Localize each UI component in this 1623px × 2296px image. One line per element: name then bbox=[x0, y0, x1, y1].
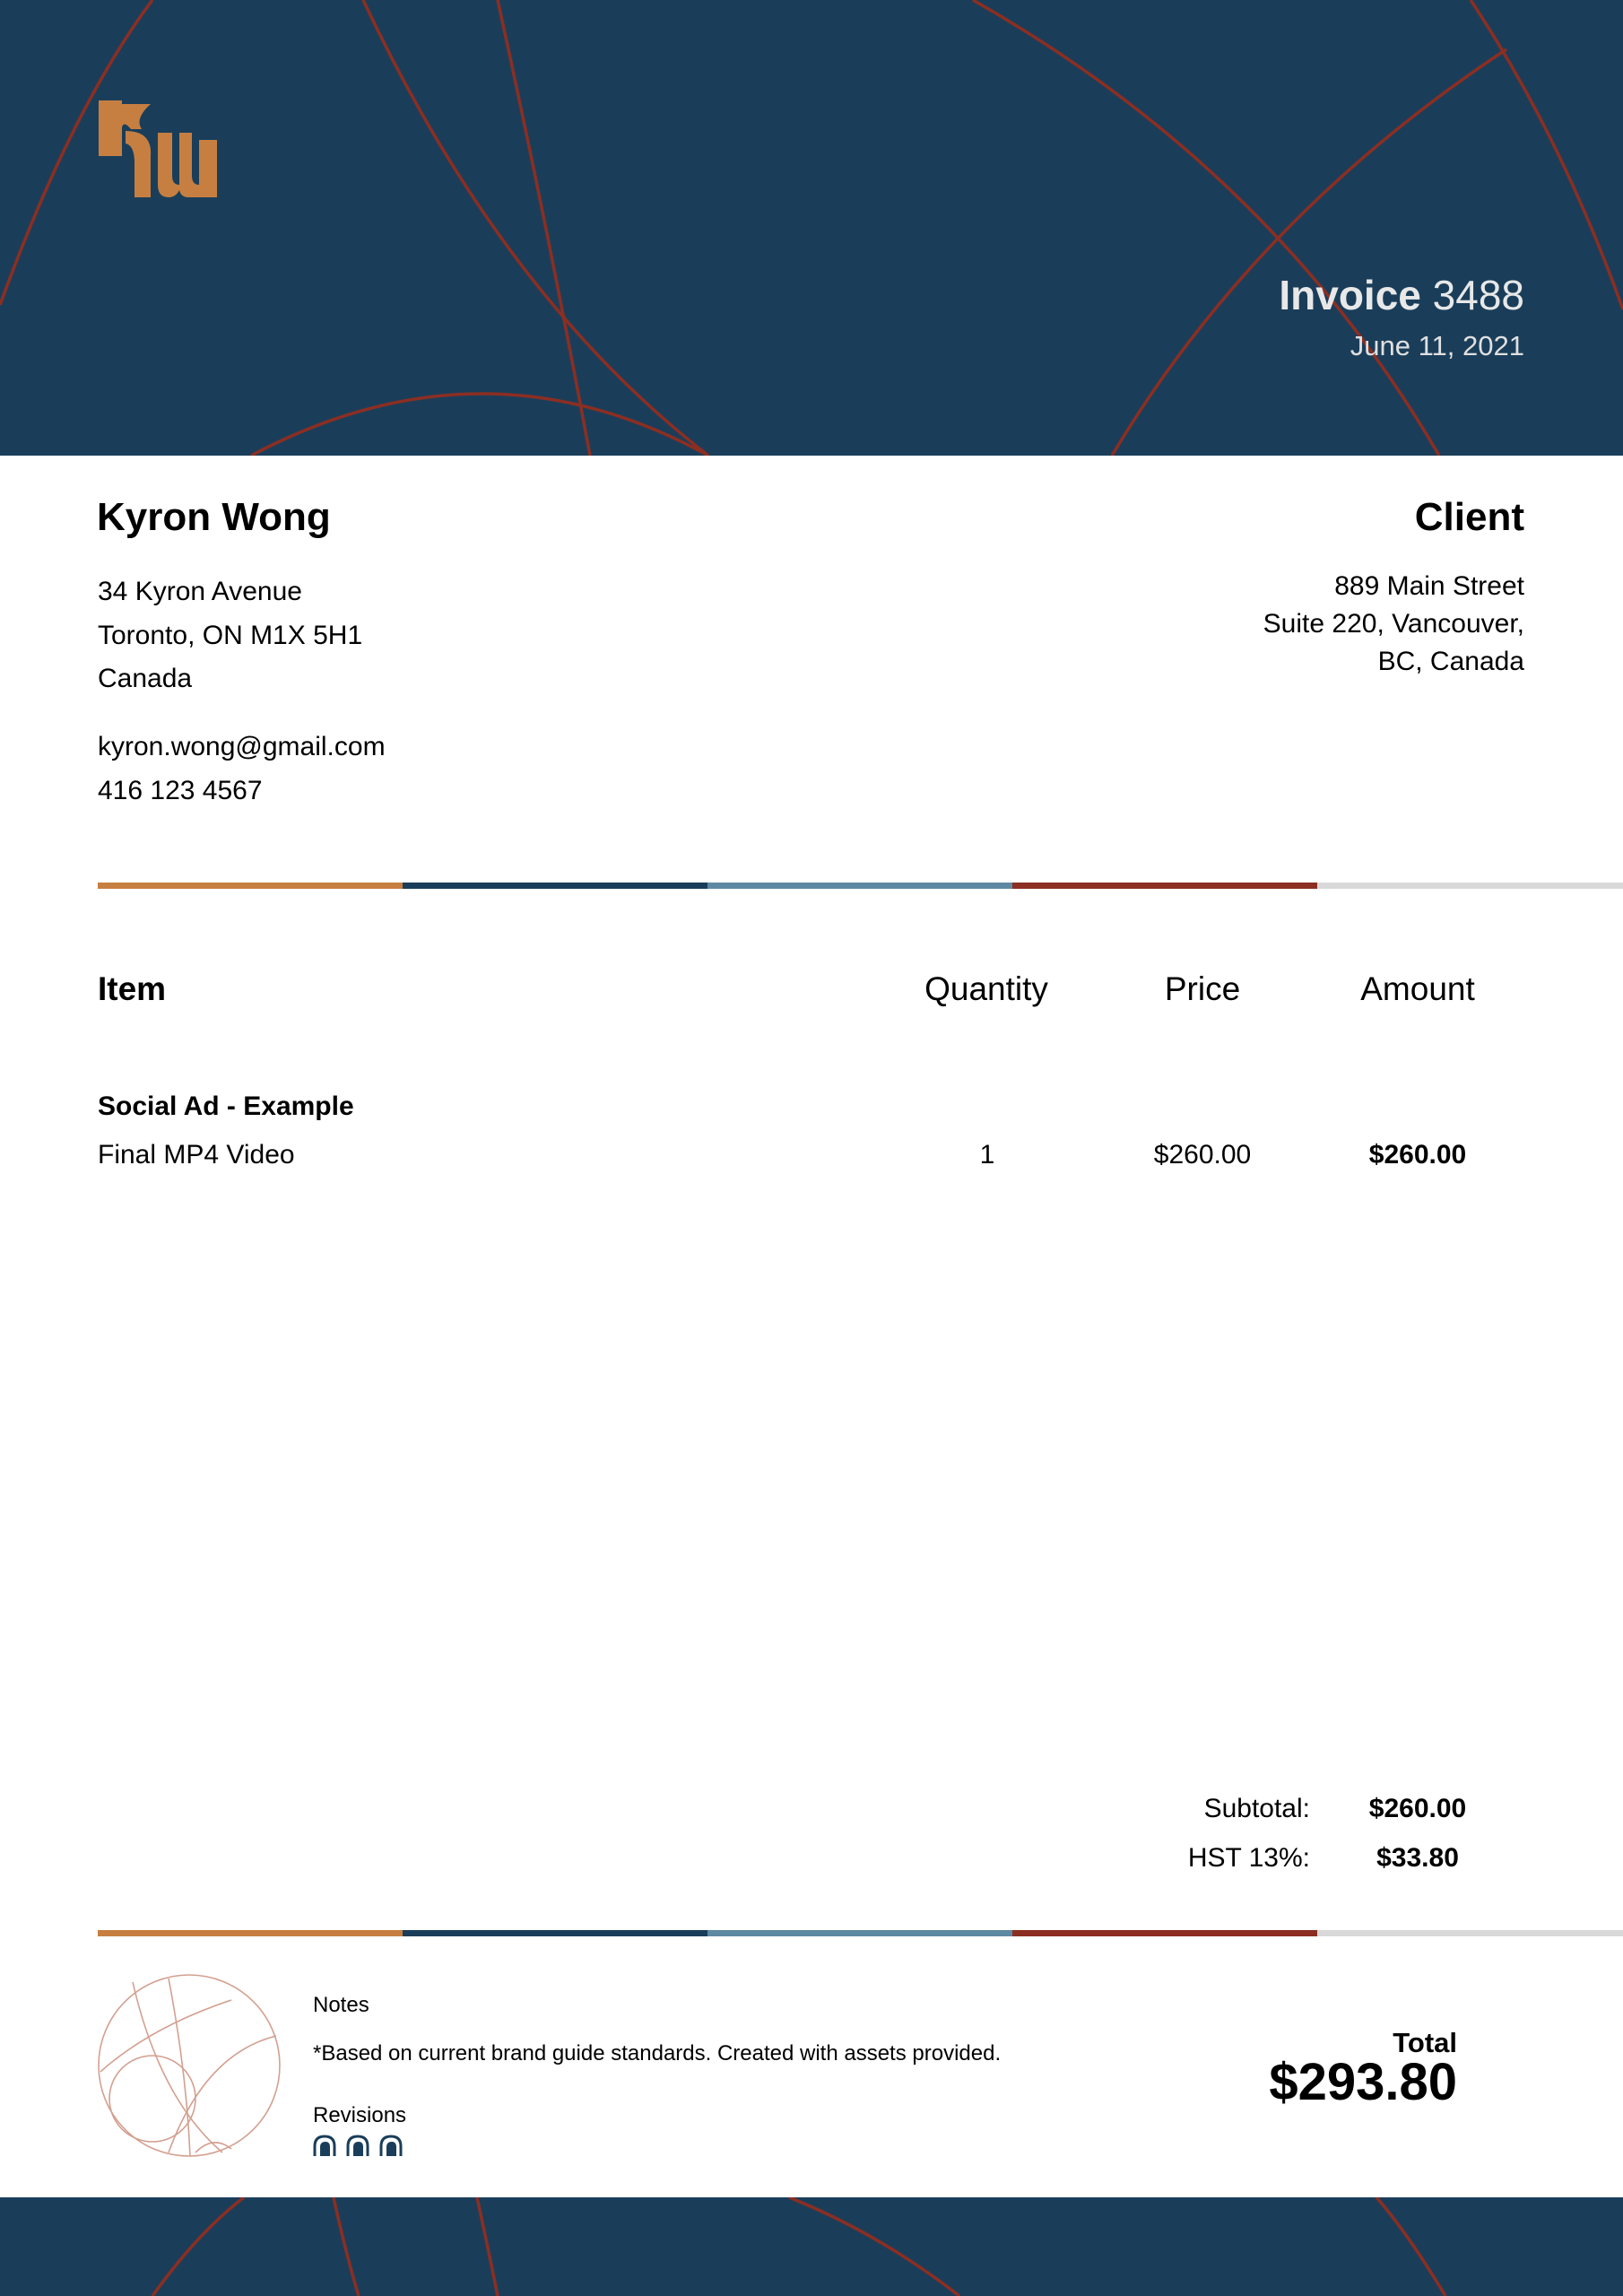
column-header-item: Item bbox=[98, 970, 167, 1007]
item-amount: $260.00 bbox=[1368, 1140, 1467, 1170]
revision-indicators bbox=[313, 2135, 403, 2156]
invoice-number: 3488 bbox=[1432, 272, 1524, 318]
notes-text: *Based on current brand guide standards. Created with assets provided. bbox=[313, 2041, 1002, 2066]
invoice-title: Invoice 3488 bbox=[1279, 272, 1524, 318]
arch-icon bbox=[379, 2135, 403, 2156]
client-address-line: 889 Main Street bbox=[1334, 571, 1524, 601]
client-address-line: BC, Canada bbox=[1377, 647, 1524, 676]
column-header-amount: Amount bbox=[1360, 970, 1475, 1007]
decorative-arcs bbox=[0, 0, 1623, 456]
kw-monogram-logo bbox=[99, 100, 219, 199]
subtotal-value: $260.00 bbox=[1368, 1794, 1467, 1823]
tax-value: $33.80 bbox=[1376, 1843, 1459, 1873]
notes-label: Notes bbox=[313, 1993, 369, 2017]
decorative-circle-art bbox=[97, 1973, 282, 2158]
color-divider bbox=[98, 883, 1623, 889]
item-title: Social Ad - Example bbox=[98, 1091, 354, 1121]
client-title: Client bbox=[1414, 495, 1524, 539]
subtotal-label: Subtotal: bbox=[1203, 1794, 1310, 1823]
client-address-line: Suite 220, Vancouver, bbox=[1263, 609, 1524, 639]
sender-email: kyron.wong@gmail.com bbox=[98, 732, 386, 761]
sender-name: Kyron Wong bbox=[97, 495, 331, 539]
sender-phone: 416 123 4567 bbox=[98, 776, 263, 805]
arch-icon bbox=[346, 2135, 369, 2156]
sender-address-line: 34 Kyron Avenue bbox=[98, 577, 302, 606]
item-price: $260.00 bbox=[1153, 1140, 1252, 1170]
total-label: Total bbox=[1393, 2027, 1457, 2058]
item-description: Final MP4 Video bbox=[98, 1140, 295, 1170]
total-value: $293.80 bbox=[1269, 2053, 1457, 2111]
item-quantity: 1 bbox=[979, 1140, 995, 1170]
column-header-price: Price bbox=[1164, 970, 1241, 1007]
footer-banner bbox=[0, 2197, 1623, 2296]
tax-label: HST 13%: bbox=[1187, 1843, 1310, 1873]
revisions-label: Revisions bbox=[313, 2103, 407, 2127]
decorative-arcs bbox=[0, 2197, 1623, 2296]
sender-address-line: Toronto, ON M1X 5H1 bbox=[98, 621, 363, 650]
sender-address-line: Canada bbox=[98, 664, 193, 693]
invoice-date: June 11, 2021 bbox=[1350, 330, 1524, 361]
color-divider bbox=[98, 1930, 1623, 1936]
header-banner bbox=[0, 0, 1623, 456]
column-header-quantity: Quantity bbox=[924, 970, 1048, 1007]
arch-icon bbox=[313, 2135, 336, 2156]
